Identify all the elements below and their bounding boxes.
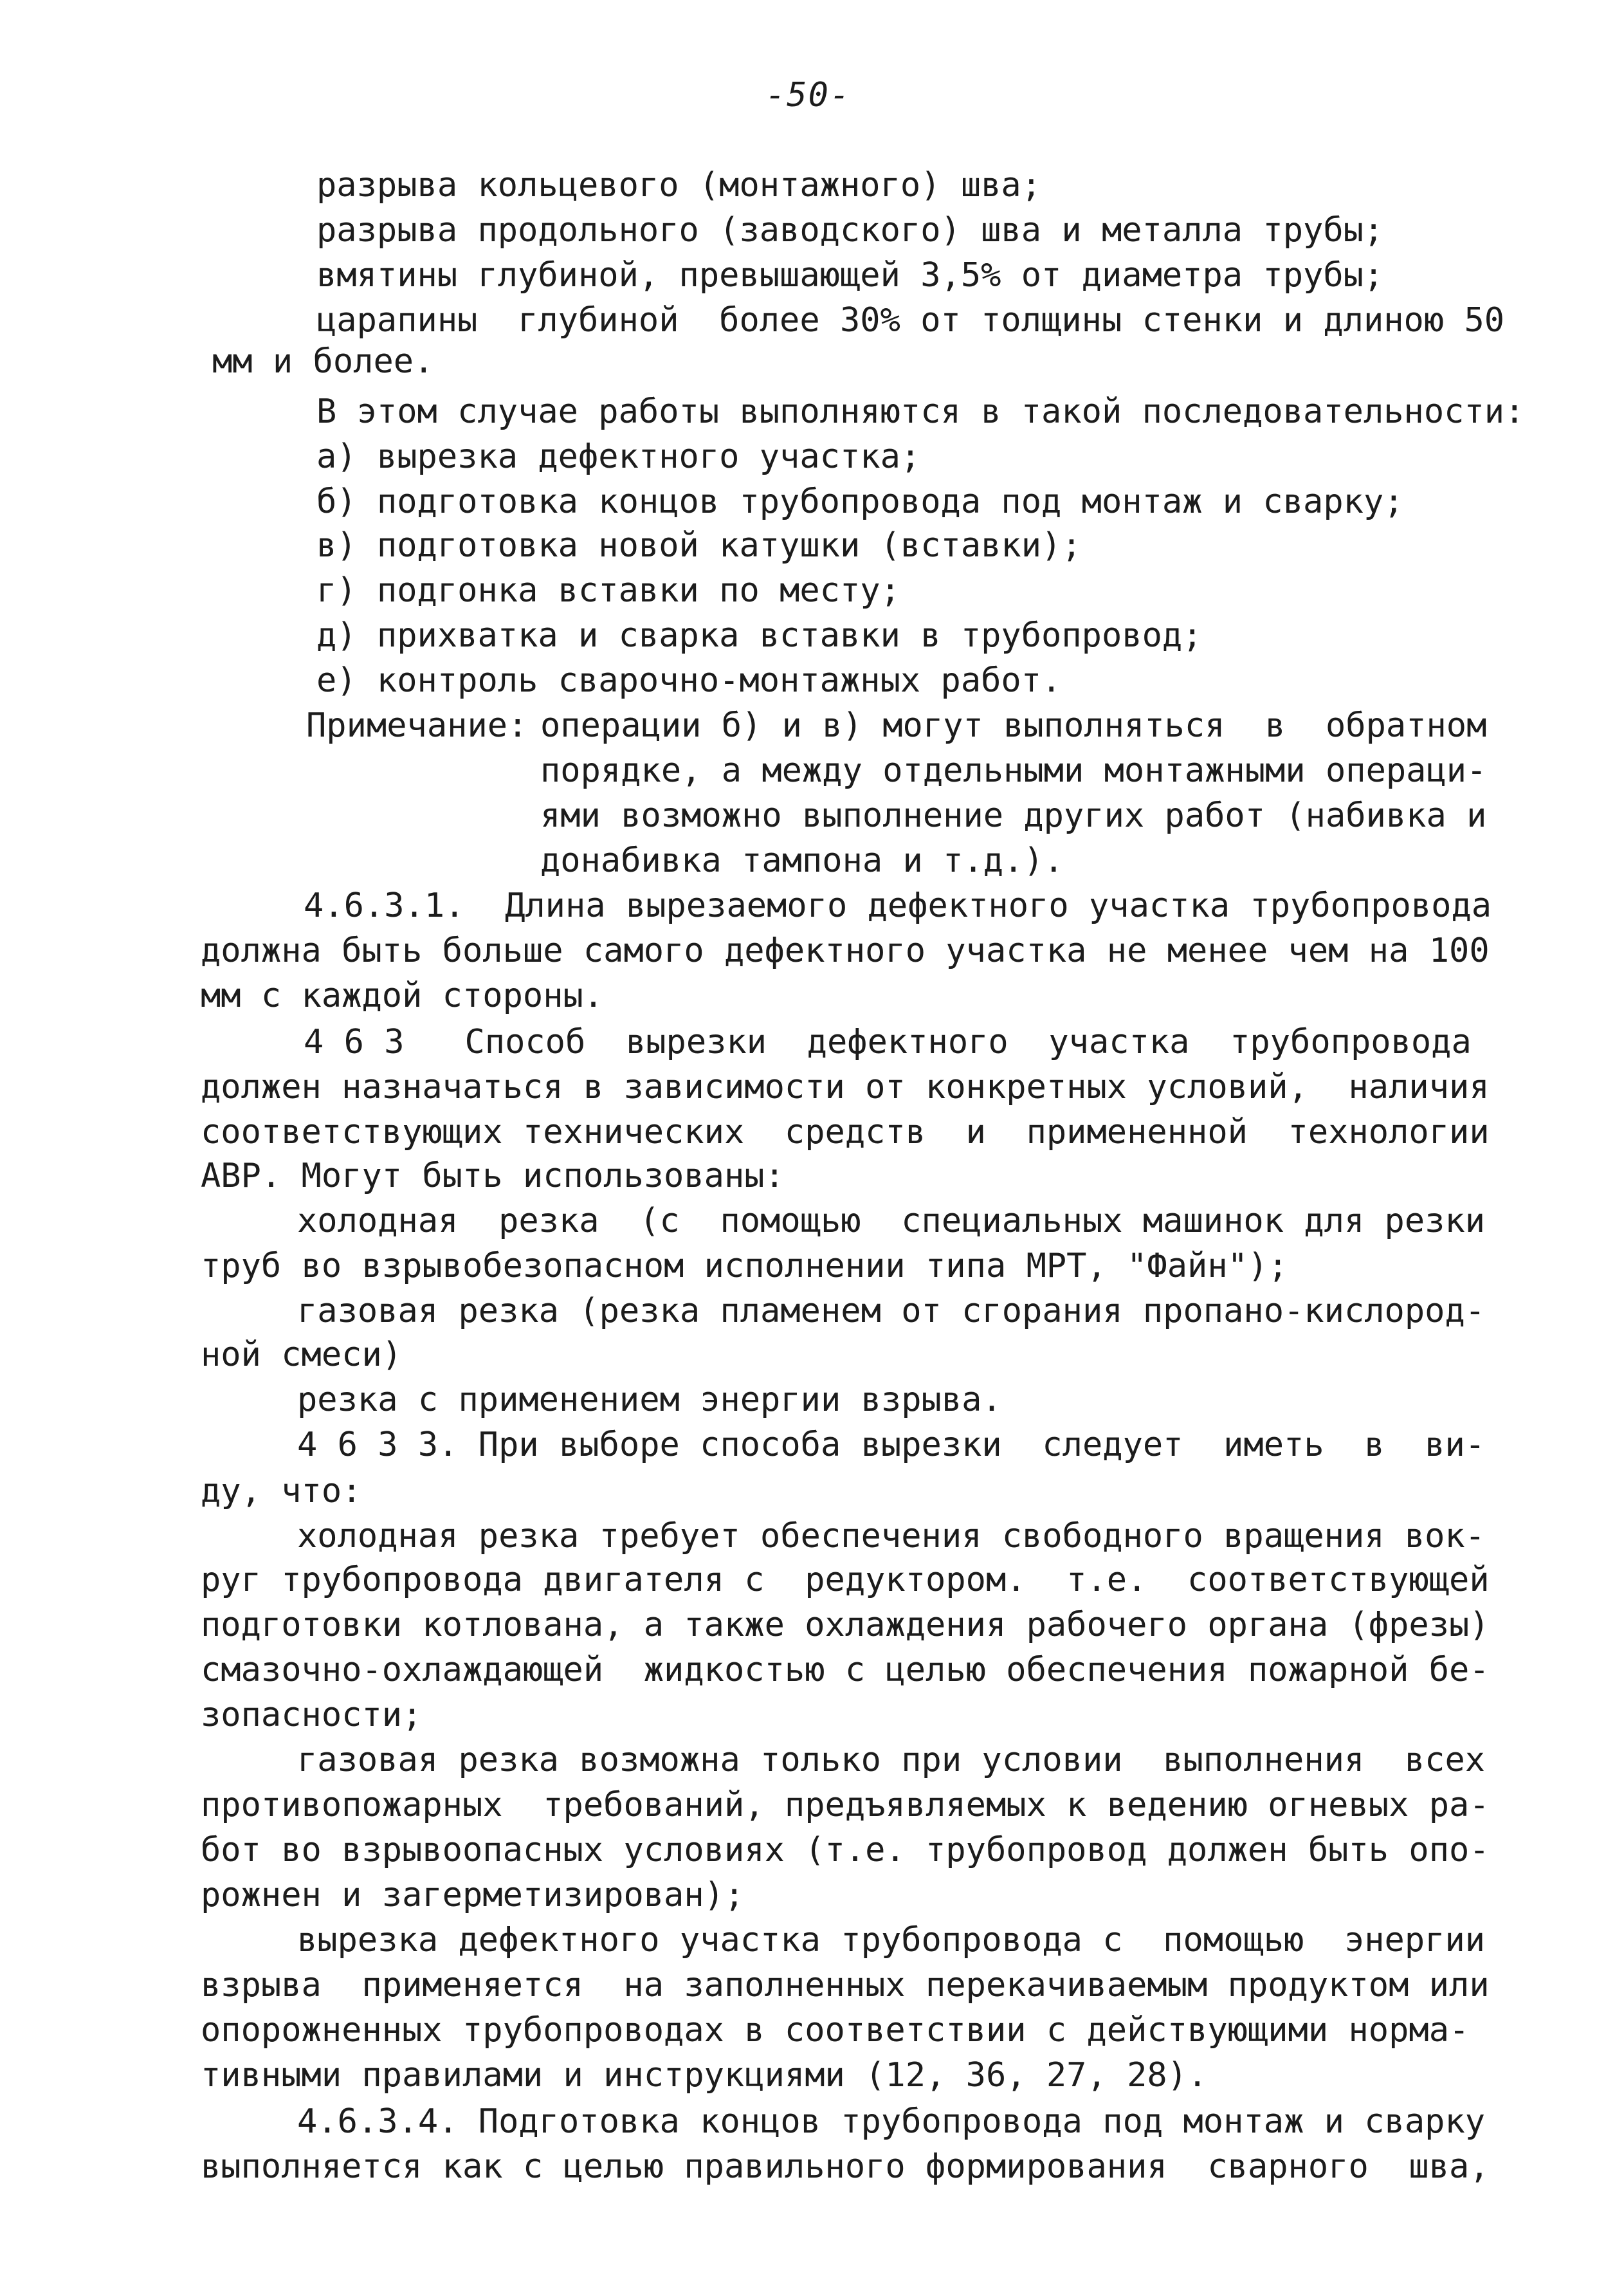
text-line: должен назначаться в зависимости от конкретных условий, наличия — [201, 1068, 1490, 1106]
text-line: вмятины глубиной, превышающей 3,5% от диаметра трубы; — [316, 256, 1384, 295]
text-line: холодная резка (с помощью специальных машинок для резки — [297, 1202, 1486, 1240]
list-item: д) прихватка и сварка вставки в трубопровод; — [316, 616, 1203, 655]
text-line: опорожненных трубопроводах в соответствии с действующими норма- — [201, 2011, 1470, 2050]
list-item: г) подгонка вставки по месту; — [316, 571, 900, 610]
text-line: руг трубопровода двигателя с редуктором. т.е. соответствующей — [201, 1561, 1490, 1599]
text-line: холодная резка требует обеспечения свободного вращения вок- — [297, 1517, 1486, 1556]
text-line: выполняется как с целью правильного формирования сварного шва, — [201, 2147, 1490, 2186]
list-item: в) подготовка новой катушки (вставки); — [316, 526, 1082, 565]
text-line: резка с применением энергии взрыва. — [297, 1381, 1002, 1419]
text-line: мм с каждой стороны. — [201, 977, 604, 1015]
text-line: 4.6.3.4. Подготовка концов трубопровода под монтаж и сварку — [297, 2102, 1486, 2141]
note-text: донабивка тампона и т.д.). — [540, 841, 1064, 880]
note-label: Примечание: — [306, 706, 528, 745]
text-line: газовая резка возможна только при условии выполнения всех — [297, 1741, 1486, 1779]
page-number: -50- — [765, 76, 852, 115]
text-line: АВР. Могут быть использованы: — [201, 1157, 785, 1195]
note-text: ями возможно выполнение других работ (набивка и — [540, 796, 1487, 835]
list-item: б) подготовка концов трубопровода под монтаж и сварку; — [316, 482, 1404, 521]
text-line: зопасности; — [201, 1696, 423, 1734]
list-item: е) контроль сварочно-монтажных работ. — [316, 661, 1062, 700]
text-line: смазочно-охлаждающей жидкостью с целью обеспечения пожарной бе- — [201, 1651, 1490, 1689]
list-item: а) вырезка дефектного участка; — [316, 437, 921, 476]
text-line: взрыва применяется на заполненных перекачиваемым продуктом или — [201, 1966, 1490, 2005]
text-line: газовая резка (резка пламенем от сгорания пропано-кислород- — [297, 1292, 1486, 1330]
text-line: вырезка дефектного участка трубопровода с помощью энергии — [297, 1921, 1486, 1959]
text-line: ду, что: — [201, 1472, 362, 1510]
text-line: ной смеси) — [201, 1335, 403, 1374]
text-line: рожнен и загерметизирован); — [201, 1876, 745, 1914]
text-line: царапины глубиной более 30% от толщины стенки и длиною 50 — [316, 301, 1505, 340]
text-line: бот во взрывоопасных условиях (т.е. трубопровод должен быть опо- — [201, 1831, 1490, 1869]
text-line: разрыва продольного (заводского) шва и металла трубы; — [316, 211, 1384, 250]
text-line: противопожарных требований, предъявляемых к ведению огневых ра- — [201, 1786, 1490, 1824]
text-line: разрыва кольцевого (монтажного) шва; — [316, 166, 1042, 205]
text-line: 4 6 3 Способ вырезки дефектного участка трубопровода — [304, 1023, 1472, 1061]
text-line: мм и более. — [212, 342, 434, 381]
text-line: тивными правилами и инструкциями (12, 36, 27, 28). — [201, 2056, 1208, 2095]
note-text: операции б) и в) могут выполняться в обратном — [540, 706, 1487, 745]
text-line: В этом случае работы выполняются в такой последовательности: — [316, 392, 1525, 431]
text-line: труб во взрывобезопасном исполнении типа МРТ, "Файн"); — [201, 1247, 1288, 1285]
text-line: 4 6 3 3. При выборе способа вырезки следует иметь в ви- — [297, 1426, 1486, 1464]
text-line: должна быть больше самого дефектного участка не менее чем на 100 — [201, 932, 1490, 970]
text-line: 4.6.3.1. Длина вырезаемого дефектного участка трубопровода — [304, 886, 1492, 925]
text-line: соответствующих технических средств и примененной технологии — [201, 1113, 1490, 1152]
text-line: подготовки котлована, а также охлаждения рабочего органа (фрезы) — [201, 1606, 1490, 1644]
note-text: порядке, а между отдельными монтажными операци- — [540, 751, 1487, 790]
